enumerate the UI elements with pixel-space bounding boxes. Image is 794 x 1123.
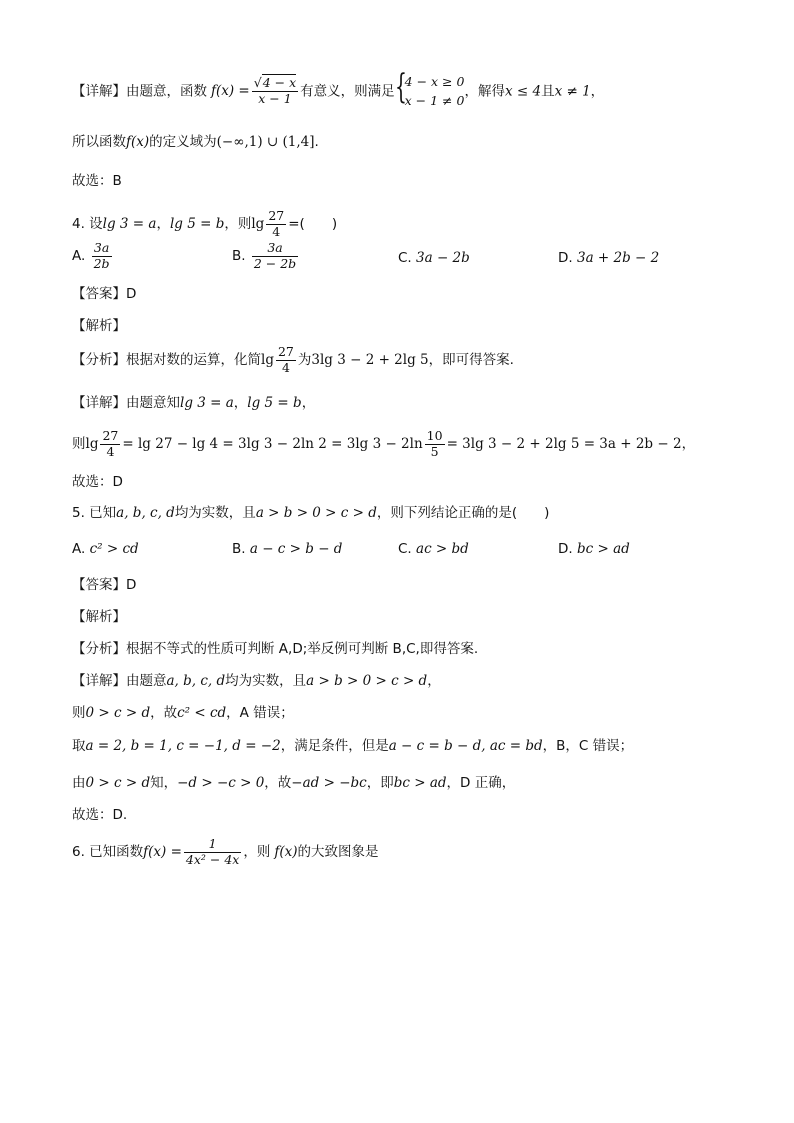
text: 4. 设 — [72, 216, 103, 232]
math: a > b > 0 > c > d — [306, 673, 428, 689]
text: 【详解】由题意 — [72, 673, 167, 689]
math: bc > ad — [393, 775, 447, 791]
text: ， — [590, 83, 605, 100]
fraction-numerator: 1 — [184, 838, 241, 853]
math: a, b, c, d — [116, 505, 175, 521]
fraction — [100, 430, 120, 458]
option-label: B. — [232, 248, 246, 264]
choose-q5: 故选：D. — [72, 807, 128, 823]
fraction-numerator: 27 — [268, 208, 285, 223]
option-expr: bc > ad — [576, 541, 630, 557]
option-d[interactable] — [558, 543, 630, 557]
text: ， — [427, 673, 441, 689]
math: lg — [85, 436, 99, 452]
fraction — [252, 77, 298, 105]
math: f(x) = — [143, 844, 182, 860]
domain-line — [72, 136, 319, 150]
answer-q5: 【答案】D — [72, 577, 137, 593]
fraction — [266, 210, 286, 238]
text: 取 — [72, 738, 86, 754]
fraction-numerator: √4 − x — [253, 75, 297, 91]
math: lg 3 = a — [102, 216, 157, 232]
option-a[interactable] — [72, 242, 114, 270]
option-c[interactable] — [398, 543, 469, 557]
text: 均为实数，且 — [174, 505, 256, 521]
fraction-denominator: 4 — [106, 443, 115, 459]
text: . — [314, 134, 319, 150]
fraction-numerator: 10 — [426, 428, 443, 443]
math: 0 > c > d — [85, 705, 151, 721]
math: lg 5 = b — [247, 395, 302, 411]
detail-q5-4 — [72, 777, 515, 791]
question-4 — [72, 210, 337, 238]
text: ， — [681, 436, 696, 452]
calc-q4 — [72, 430, 695, 458]
fraction-denominator: 2b — [93, 255, 110, 271]
detail-q5-3 — [72, 740, 633, 754]
math: a, b, c, d — [166, 673, 226, 689]
option-label: D. — [558, 250, 573, 266]
fraction — [276, 346, 296, 374]
text: 的定义域为 — [149, 134, 217, 150]
math: lg — [261, 352, 274, 368]
math: −ad > −bc — [291, 775, 367, 791]
text: ，A 错误； — [226, 705, 294, 721]
math: lg 3 = a — [180, 395, 234, 411]
options-q4 — [0, 242, 794, 282]
text: =( ) — [288, 216, 338, 232]
fraction-numerator: 27 — [102, 428, 119, 443]
text: 则 — [72, 436, 86, 452]
text: 【分析】根据对数的运算，化简 — [72, 352, 261, 368]
text: ，故 — [264, 775, 292, 791]
math: a − c = b − d, ac = bd — [388, 738, 543, 754]
choose-line-q3: 故选：B — [72, 173, 122, 189]
math: f(x) — [274, 844, 298, 860]
text: 有意义，则满足 — [300, 83, 395, 100]
option-c[interactable] — [398, 252, 470, 266]
answer-q4: 【答案】D — [72, 286, 137, 302]
text: ，则下列结论正确的是( ) — [376, 505, 550, 521]
text: 为 — [297, 352, 312, 368]
detail-q4 — [72, 397, 315, 411]
math-fx: f(x) = — [211, 83, 250, 100]
fraction-denominator: 5 — [430, 443, 439, 459]
option-d[interactable] — [558, 252, 659, 266]
fraction — [92, 242, 112, 270]
text: 均为实数，且 — [225, 673, 307, 689]
fraction-denominator: 2 − 2b — [253, 255, 297, 271]
question-6 — [72, 838, 379, 866]
fraction — [184, 838, 241, 866]
fraction-numerator: 27 — [277, 344, 294, 359]
text: ，故 — [150, 705, 178, 721]
option-expr: ac > bd — [416, 541, 469, 557]
math-cond1: x ≤ 4 — [504, 83, 542, 100]
text: ， — [156, 216, 170, 232]
option-expr: 3a − 2b — [416, 250, 470, 266]
fraction-numerator: 3a — [92, 242, 112, 257]
fraction-denominator: x − 1 — [258, 90, 292, 106]
fraction — [252, 242, 298, 270]
system-line-1: 4 − x ≥ 0 — [404, 74, 465, 89]
fraction-denominator: 4x² − 4x — [185, 851, 240, 867]
option-label: B. — [232, 541, 246, 557]
analysis-q4 — [72, 346, 514, 374]
option-b[interactable] — [232, 543, 342, 557]
option-label: C. — [398, 541, 412, 557]
text: 6. 已知函数 — [72, 844, 144, 860]
text: 所以函数 — [72, 134, 126, 150]
text: ，则 — [224, 216, 252, 232]
option-label: A. — [72, 541, 86, 557]
math: c² < cd — [177, 705, 227, 721]
math: lg — [251, 216, 265, 232]
text: ，D 正确， — [446, 775, 516, 791]
text: ，解得 — [464, 83, 505, 100]
text: 则 — [72, 705, 86, 721]
detail-q5-2 — [72, 707, 294, 721]
fraction-denominator: 4 — [281, 359, 290, 375]
text: ，满足条件，但是 — [280, 738, 389, 754]
option-label: C. — [398, 250, 412, 266]
math: 0 > c > d — [85, 775, 151, 791]
fraction — [425, 430, 445, 458]
math: a = 2, b = 1, c = −1, d = −2 — [85, 738, 281, 754]
math-domain: (−∞,1) ∪ (1,4] — [216, 134, 315, 150]
option-label: A. — [72, 248, 86, 264]
detail-line-q3 — [72, 67, 605, 111]
sqrt-inner: 4 − x — [262, 75, 297, 91]
fraction-denominator: 4 — [272, 223, 281, 239]
text: 知， — [150, 775, 178, 791]
math: a > b > 0 > c > d — [255, 505, 377, 521]
option-label: D. — [558, 541, 573, 557]
option-expr: 3a + 2b − 2 — [576, 250, 660, 266]
choose-q4: 故选：D — [72, 474, 123, 490]
analysis-q5: 【分析】根据不等式的性质可判断 A,D;举反例可判断 B,C,即得答案. — [72, 641, 479, 657]
jiexi-q5: 【解析】 — [72, 609, 126, 625]
text: ，B，C 错误； — [542, 738, 634, 754]
text: 【详解】由题意知 — [72, 395, 180, 411]
math: = lg 27 − lg 4 = 3lg 3 − 2ln 2 = 3lg 3 − 2ln — [122, 436, 423, 452]
text: 的大致图象是 — [297, 844, 379, 860]
option-expr: a − c > b − d — [249, 541, 343, 557]
math-cond2: x ≠ 1 — [554, 83, 591, 100]
text: 由 — [72, 775, 86, 791]
math: lg 5 = b — [169, 216, 225, 232]
jiexi-q4: 【解析】 — [72, 318, 126, 334]
option-b[interactable] — [232, 242, 300, 270]
text: 5. 已知 — [72, 505, 117, 521]
option-expr: c² > cd — [89, 541, 139, 557]
fraction-numerator: 3a — [252, 242, 298, 257]
text: ，即可得答案. — [428, 352, 514, 368]
text: ， — [301, 395, 316, 411]
detail-q5-1 — [72, 675, 441, 689]
question-5 — [72, 507, 549, 521]
option-a[interactable] — [72, 543, 139, 557]
math: −d > −c > 0 — [177, 775, 265, 791]
text: ，即 — [366, 775, 394, 791]
math: 3lg 3 − 2 + 2lg 5 — [311, 352, 429, 368]
math-fx: f(x) — [126, 134, 150, 150]
system-line-2: x − 1 ≠ 0 — [404, 93, 465, 109]
text: 且 — [541, 83, 555, 100]
equation-system: { 4 − x ≥ 0 x − 1 ≠ 0 — [395, 72, 465, 111]
text: 【详解】由题意，函数 — [72, 83, 207, 100]
text: ，则 — [243, 844, 271, 860]
text: ， — [233, 395, 248, 411]
math: = 3lg 3 − 2 + 2lg 5 = 3a + 2b − 2 — [446, 436, 682, 452]
